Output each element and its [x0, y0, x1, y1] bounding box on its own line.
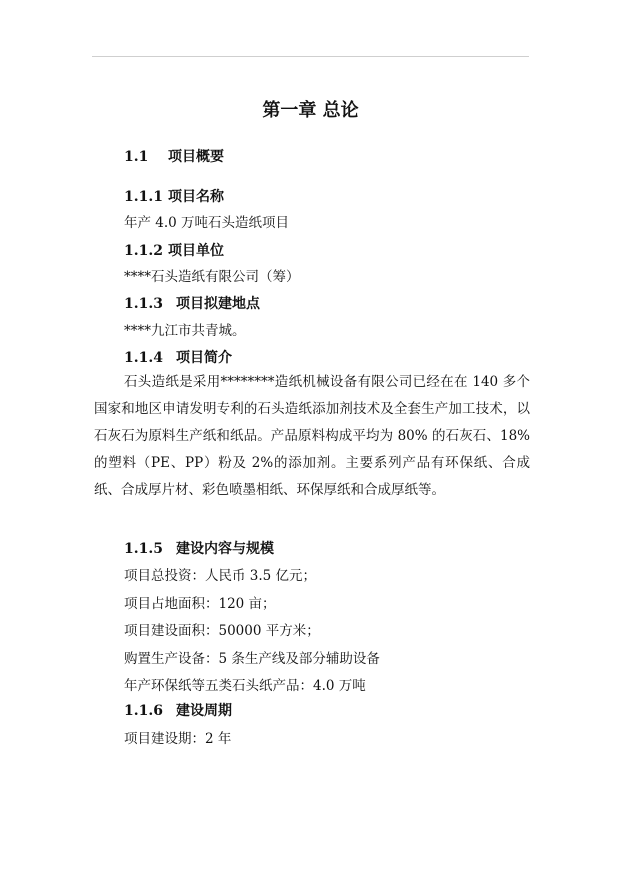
section-number: 1.1.1	[124, 189, 163, 205]
project-location-text: ****九江市共青城。	[124, 323, 246, 339]
section-1-1-6-heading	[124, 700, 232, 720]
section-title: 项目名称	[168, 189, 224, 205]
section-number: 1.1.6	[124, 703, 163, 719]
section-title: 项目拟建地点	[176, 296, 260, 312]
section-number: 1.1.3	[124, 296, 163, 312]
section-title: 建设周期	[176, 703, 232, 719]
header-rule	[92, 56, 529, 57]
section-1-1-4-heading	[124, 347, 232, 367]
section-title: 项目简介	[176, 350, 232, 366]
section-1-1-1-heading	[124, 186, 224, 206]
section-title: 项目概要	[168, 149, 224, 165]
section-title: 建设内容与规模	[176, 541, 274, 557]
section-1-1-2-heading	[124, 240, 224, 260]
section-title: 项目单位	[168, 243, 224, 259]
list-item-land-area: 项目占地面积：120 亩；	[124, 596, 276, 612]
section-1-1-heading	[124, 146, 224, 166]
section-number: 1.1.5	[124, 541, 163, 557]
list-item-equipment: 购置生产设备：5 条生产线及部分辅助设备	[124, 651, 380, 667]
chapter-title: 第一章 总论	[262, 100, 359, 121]
project-unit-text: ****石头造纸有限公司（筹）	[124, 269, 300, 285]
project-intro-paragraph: 石头造纸是采用********造纸机械设备有限公司已经在在 140 多个国家和地区申请发明专利的石头造纸添加剂技术及全套生产加工技术，以石灰石为原料生产纸和纸品。产品原料构成平均为 80% 的石灰石、18%的塑料（PE、PP）粉及 2%的添加剂。主要系列产品有环保纸、合成纸、合成厚片材、彩色喷墨相纸、环保厚纸和合成厚纸等。	[94, 374, 530, 498]
section-1-1-3-heading	[124, 293, 260, 313]
section-number: 1.1	[124, 149, 149, 165]
list-item-construction-area: 项目建设面积：50000 平方米；	[124, 623, 320, 639]
section-number: 1.1.2	[124, 243, 163, 259]
construction-period-text: 项目建设期：2 年	[124, 731, 232, 747]
section-1-1-5-heading	[124, 538, 274, 558]
section-number: 1.1.4	[124, 350, 163, 366]
project-name-text: 年产 4.0 万吨石头造纸项目	[124, 215, 290, 231]
list-item-annual-output: 年产环保纸等五类石头纸产品：4.0 万吨	[124, 678, 366, 694]
list-item-investment: 项目总投资：人民币 3.5 亿元；	[124, 568, 317, 584]
